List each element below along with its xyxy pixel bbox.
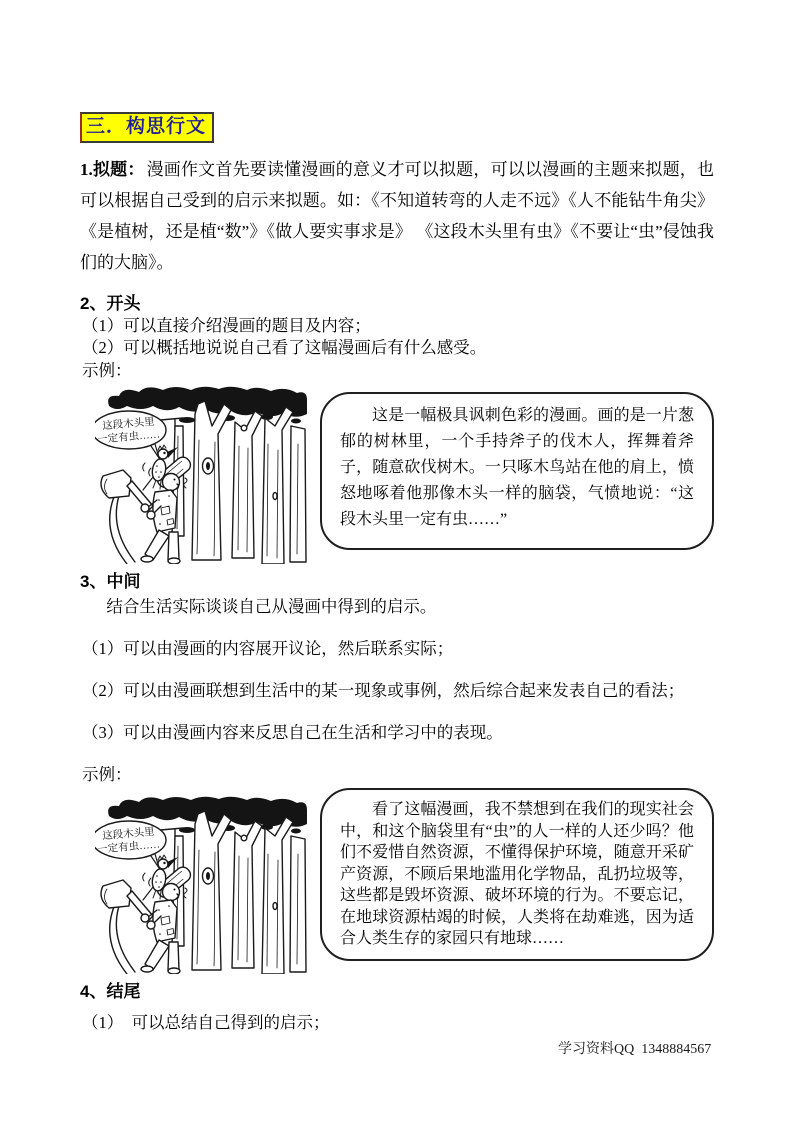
example-text-1: 这是一幅极具讽刺色彩的漫画。画的是一片葱郁的树林里，一个手持斧子的伐木人，挥舞着斧子，随意砍伐树木。一只啄木鸟站在他的肩上，愤怒地啄着他那像木头一样的脑袋，气愤地说：“这段木头里一定有虫……” [340, 407, 694, 529]
example-text-2: 看了这幅漫画，我不禁想到在我们的现实社会中，和这个脑袋里有“虫”的人一样的人还少吗？他们不爱惜自然资源，不懂得保护环境，随意开采矿产资源，不顾后果地滥用化学物品，乱扔垃圾等，这些都是毁坏资源、破坏环境的行为。不要忘记，在地球资源枯竭的时候，人类将在劫难逃，因为适合人类生存的家园只有地球…… [340, 801, 694, 948]
bird-head [158, 449, 168, 459]
section-title-ending: 4、结尾 [80, 982, 141, 1002]
ending-item-1: （1） 可以总结自己得到的启示； [82, 1013, 330, 1033]
page-title: 三．构思行文 [80, 112, 214, 143]
titling-paragraph [80, 154, 714, 278]
section-title-middle: 3、中间 [80, 572, 141, 592]
svg-text:一定有虫……: 一定有虫…… [96, 429, 161, 447]
woodcutter-cartoon-image [95, 384, 307, 564]
example-text-box-1 [320, 392, 714, 550]
bird-head [158, 859, 168, 869]
middle-item-1: （1）可以由漫画的内容展开议论，然后联系实际； [82, 639, 454, 659]
footer-watermark: 学习资料QQ 1348884567 [558, 1042, 712, 1057]
opening-item-1: （1）可以直接介绍漫画的题目及内容； [82, 315, 371, 335]
example-block-2 [80, 788, 714, 974]
middle-item-3: （3）可以由漫画内容来反思自己在生活和学习中的表现。 [82, 723, 503, 743]
middle-intro: 结合生活实际谈谈自己从漫画中得到的启示。 [106, 597, 437, 617]
svg-text:这段木头里: 这段木头里 [101, 827, 156, 843]
cartoon-illustration-2 [95, 794, 307, 974]
right-leg [168, 942, 179, 970]
svg-text:这段木头里: 这段木头里 [101, 417, 156, 433]
woodcutter-figure [141, 865, 193, 975]
motion-marks [143, 873, 151, 886]
tree-trunks [192, 811, 306, 974]
titling-body-text: 漫画作文首先要读懂漫画的意义才可以拟题，可以以漫画的主题来拟题，也可以根据自己受到的启示来拟题。如：《不知道转弯的人走不远》《人不能钻牛角尖》《是植树，还是植“数”》《做人要实事求是》 《这段木头里有虫》《不要让“虫”侵蚀我们的大脑》。 [80, 159, 715, 272]
example-block-1 [80, 384, 714, 564]
shout-mark [184, 888, 187, 898]
motion-marks [143, 463, 151, 476]
bird-tail [143, 477, 153, 490]
bird-tail [143, 887, 153, 900]
cartoon-illustration-1 [95, 384, 307, 564]
heading-row [80, 112, 714, 143]
opening-item-2: （2）可以概括地说说自己看了这幅漫画后有什么感受。 [82, 338, 487, 358]
shout-mark [184, 478, 187, 488]
woodcutter-cartoon-image [95, 794, 307, 974]
fist [141, 914, 149, 922]
fist [147, 511, 155, 519]
middle-item-2: （2）可以由漫画联想到生活中的某一现象或事例，然后综合起来发表自己的看法； [82, 681, 685, 701]
example-label-1: 示例： [82, 360, 132, 380]
fist [141, 504, 149, 512]
example-label-2: 示例： [82, 765, 132, 785]
section-title-opening: 2、开头 [80, 293, 141, 313]
fist [147, 921, 155, 929]
tree-trunks [192, 401, 306, 564]
svg-text:一定有虫……: 一定有虫…… [96, 839, 161, 857]
document-content [80, 112, 714, 1034]
face [163, 474, 180, 491]
woodcutter-figure [141, 455, 193, 565]
titling-lead-label: 1.拟题： [80, 159, 145, 179]
right-leg [168, 532, 179, 560]
example-text-box-2 [320, 788, 714, 961]
face [163, 884, 180, 901]
